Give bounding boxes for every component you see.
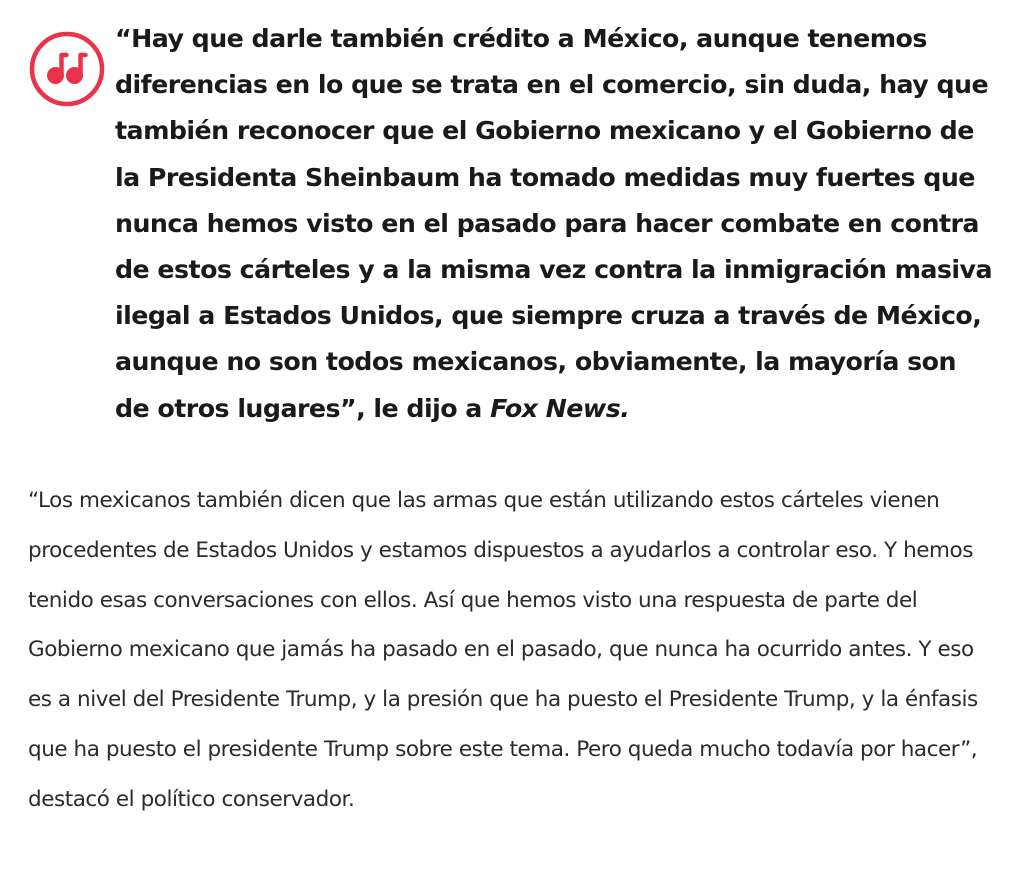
quote-marks-icon [28, 30, 106, 108]
pull-quote-source: Fox News. [490, 393, 630, 423]
article-paragraph: “Los mexicanos también dicen que las armas que están utilizando estos cárteles vienen procedentes de Estados Unidos y estamos dispuestos a ayudarlos a controlar eso. Y hemos tenido esas conversaciones con ellos. Así que hemos visto una respuesta de parte del Gobierno mexicano que jamás ha pasado en el pasado, que nunca ha ocurrido antes. Y eso es a nivel del Presidente Trump, y la presión que ha puesto el Presidente Trump, y la énfasis que ha puesto el presidente Trump sobre este tema. Pero queda mucho todavía por hacer”, destacó el político conservador. [28, 488, 978, 812]
pull-quote-block [28, 16, 998, 436]
pull-quote-body: “Hay que darle también crédito a México, aunque tenemos diferencias en lo que se trata en el comercio, sin duda, hay que también reconocer que el Gobierno mexicano y el Gobierno de la Presidenta Sheinbaum ha tomado medidas muy fuertes que nunca hemos visto en el pasado para hacer combate en contra de estos cárteles y a la misma vez contra la inmigración masiva ilegal a Estados Unidos, que siempre cruza a través de México, aunque no son todos mexicanos, obviamente, la mayoría son de otros lugares”, le dijo a [115, 24, 993, 423]
pull-quote-text [115, 16, 995, 432]
